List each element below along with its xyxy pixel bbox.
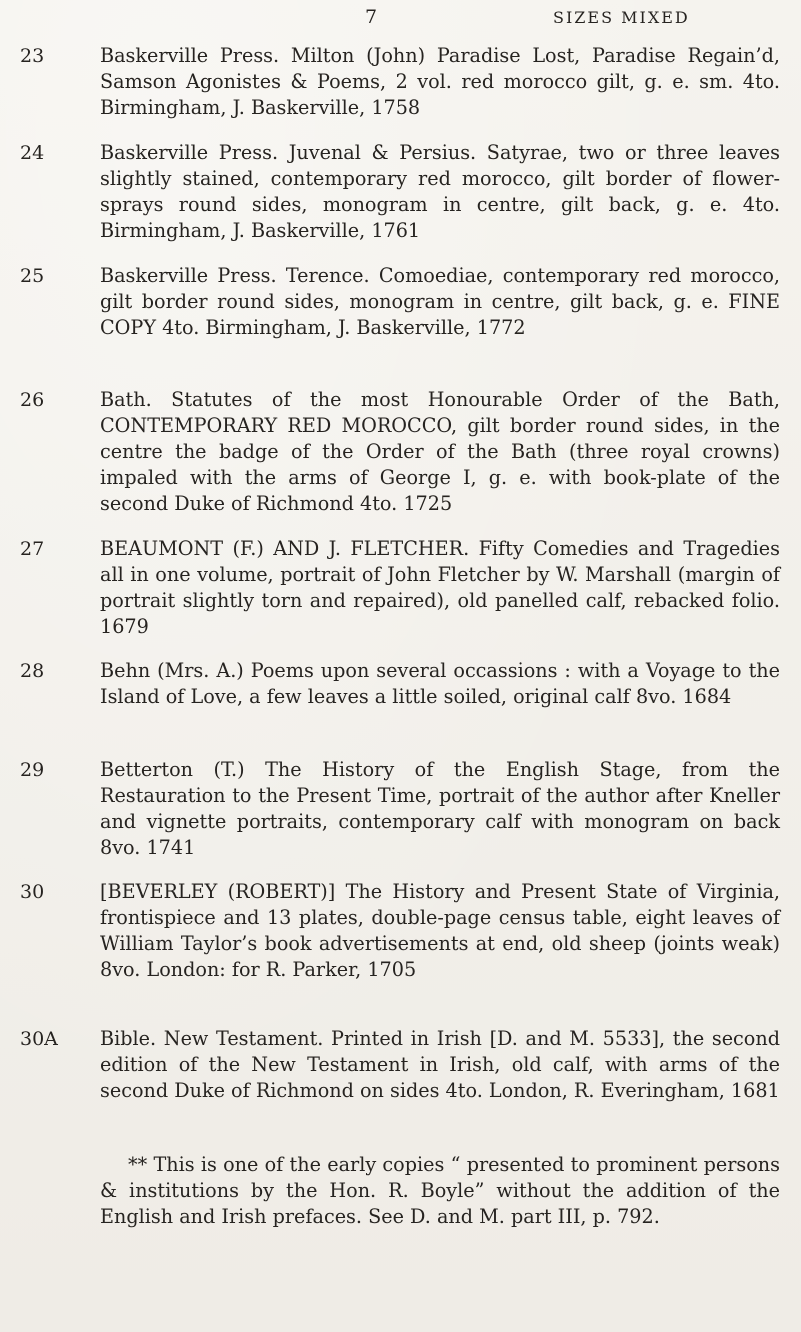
page-header bbox=[0, 6, 801, 30]
lot-number: 23 bbox=[20, 45, 45, 67]
entry-description: BEAUMONT (F.) AND J. FLETCHER. Fifty Comedies and Tragedies all in one volume, portrait of John Fletcher by W. Marshall (margin of portrait slightly torn and repaired), old panelled calf, rebacked folio. 1679 bbox=[100, 537, 780, 638]
entry-note: ** This is one of the early copies “ presented to prominent persons & institutions by the Hon. R. Boyle” without the addition of the English and Irish prefaces. See D. and M. part III, p. 792. bbox=[100, 1153, 780, 1228]
entry-description: Baskerville Press. Juvenal & Persius. Satyrae, two or three leaves slightly stained, contemporary red morocco, gilt border of flower-sprays round sides, monogram in centre, gilt back, g. e. 4to. Birmingham, J. Baskerville, 1761 bbox=[100, 141, 780, 242]
entry-description: [BEVERLEY (ROBERT)] The History and Present State of Virginia, frontispiece and 13 plates, double-page census table, eight leaves of William Taylor’s book advertisements at end, old sheep (joints weak) 8vo. London: for R. Parker, 1705 bbox=[100, 880, 780, 981]
entry-description: Baskerville Press. Milton (John) Paradise Lost, Paradise Regain’d, Samson Agonistes & Poems, 2 vol. red morocco gilt, g. e. sm. 4to. Birmingham, J. Baskerville, 1758 bbox=[100, 44, 780, 119]
lot-number: 27 bbox=[20, 538, 45, 560]
lot-number: 24 bbox=[20, 142, 45, 164]
entry-description: Bible. New Testament. Printed in Irish [D. and M. 5533], the second edition of the New Testament in Irish, old calf, with arms of the second Duke of Richmond on sides 4to. London, R. Everingham, 1681 bbox=[100, 1027, 780, 1102]
lot-number: 29 bbox=[20, 759, 45, 781]
entry-description: Betterton (T.) The History of the English Stage, from the Restauration to the Present Time, portrait of the author after Kneller and vignette portraits, contemporary calf with monogram on back 8vo. 1741 bbox=[100, 758, 780, 859]
lot-number: 26 bbox=[20, 389, 45, 411]
entry-description: Baskerville Press. Terence. Comoediae, contemporary red morocco, gilt border round sides, monogram in centre, gilt back, g. e. FINE COPY 4to. Birmingham, J. Baskerville, 1772 bbox=[100, 264, 780, 339]
running-title: SIZES MIXED bbox=[553, 8, 690, 27]
lot-number: 30 bbox=[20, 881, 45, 903]
lot-number: 28 bbox=[20, 660, 45, 682]
lot-number: 25 bbox=[20, 265, 45, 287]
entry-description: Behn (Mrs. A.) Poems upon several occassions : with a Voyage to the Island of Love, a few leaves a little soiled, original calf 8vo. 1684 bbox=[100, 659, 780, 708]
page-number: 7 bbox=[365, 6, 378, 28]
entry-description: Bath. Statutes of the most Honourable Order of the Bath, CONTEMPORARY RED MOROCCO, gilt border round sides, in the centre the badge of the Order of the Bath (three royal crowns) impaled with the arms of George I, g. e. with book-plate of the second Duke of Richmond 4to. 1725 bbox=[100, 388, 780, 515]
lot-number: 30A bbox=[20, 1028, 58, 1050]
